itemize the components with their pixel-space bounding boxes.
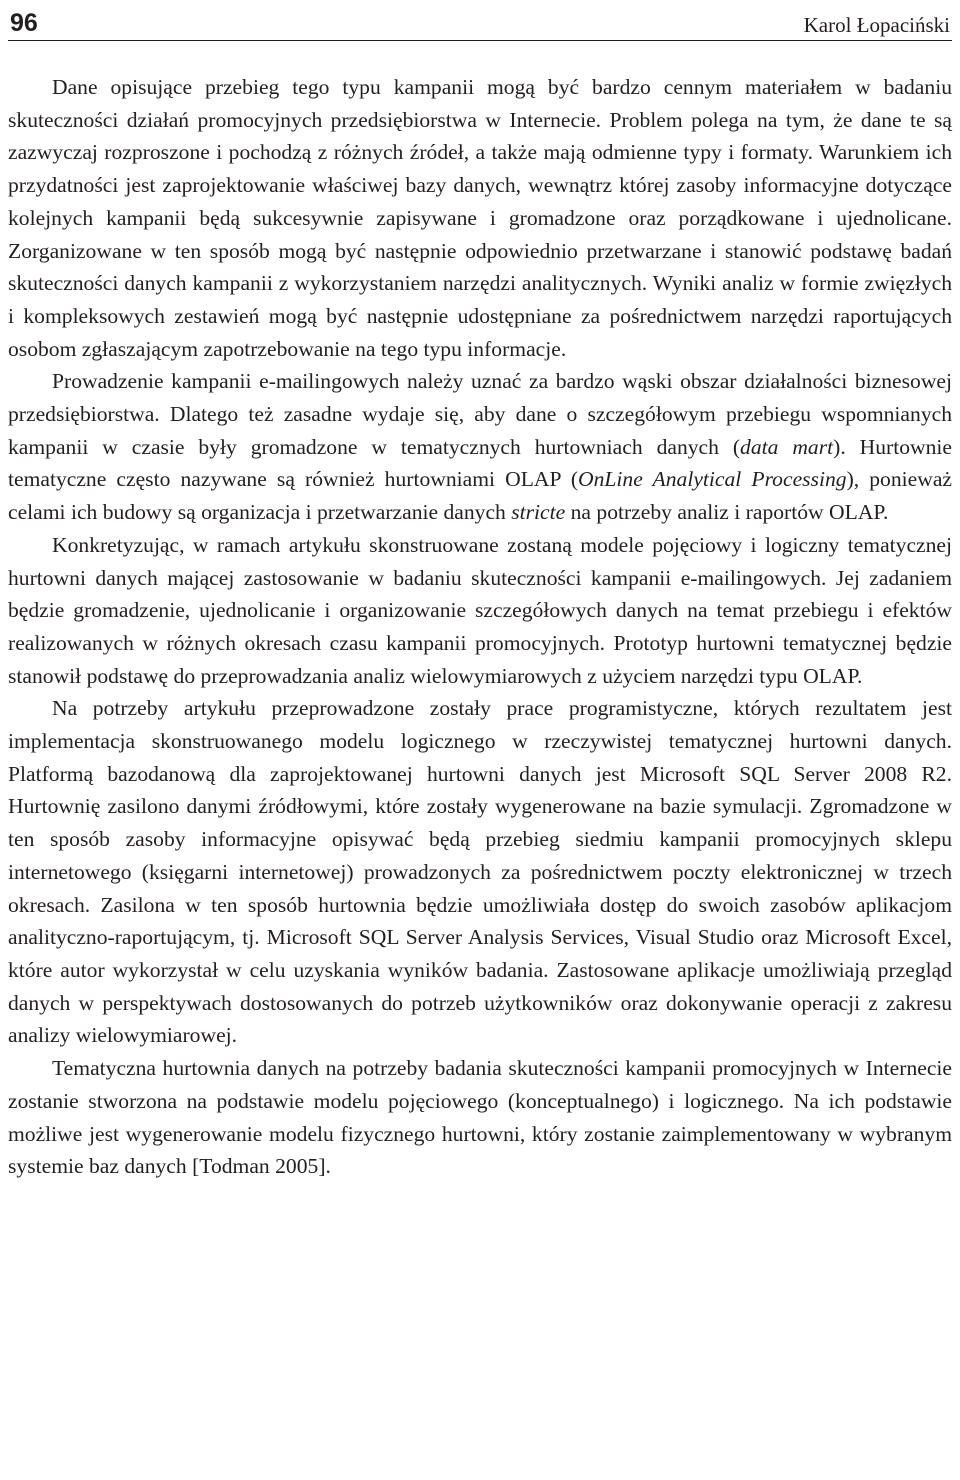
paragraph-text: Dane opisujące przebieg tego typu kampanii mogą być bardzo cennym materiałem w badaniu skuteczności działań promocyjnych przedsiębiorstwa w Internecie. Problem polega na tym, że dane te są zazwyczaj rozproszone i pochodzą z różnych źródeł, a także mają odmienne typy i formaty. Warunkiem ich przydatności jest zaprojektowanie właściwej bazy danych, wewnątrz której zasoby informacyjne dotyczące kolejnych kampanii będą sukcesywnie zapisywane i gromadzone oraz porządkowane i ujednolicane. Zorganizowane w ten sposób mogą być następnie odpowiednio przetwarzane i stanowić podstawę badań skuteczności danych kampanii z wykorzystaniem narzędzi analitycznych. Wyniki analiz w formie zwięzłych i kompleksowych zestawień mogą być następnie udostępniane za pośrednictwem narzędzi raportujących osobom zgłaszającym zapotrzebowanie na tego typu informacje. [8, 75, 952, 361]
page-header [8, 0, 952, 41]
body-text [8, 71, 952, 1183]
paragraph [8, 529, 952, 693]
page-number: 96 [10, 9, 38, 37]
paragraph [8, 1052, 952, 1183]
paragraph [8, 71, 952, 365]
paragraph [8, 365, 952, 529]
paragraph-text: ). Hurtownie tematyczne często nazywane są również hurtowniami OLAP ( [8, 434, 952, 492]
paragraph-text: Konkretyzując, w ramach artykułu skonstruowane zostaną modele pojęciowy i logiczny tematycznej hurtowni danych mającej zastosowanie w badaniu skuteczności kampanii e-mailingowych. Jej zadaniem będzie gromadzenie, ujednolicanie i organizowanie szczegółowych danych na temat przebiegu i efektów realizowanych w różnych okresach czasu kampanii promocyjnych. Prototyp hurtowni tematycznej będzie stanowił podstawę do przeprowadzania analiz wielowymiarowych z użyciem narzędzi typu OLAP. [8, 532, 952, 688]
paragraph-text: Na potrzeby artykułu przeprowadzone zostały prace programistyczne, których rezultatem jest implementacja skonstruowanego modelu logicznego w rzeczywistej tematycznej hurtowni danych. Platformą bazodanową dla zaprojektowanej hurtowni danych jest Microsoft SQL Server 2008 R2. Hurtownię zasilono danymi źródłowymi, które zostały wygenerowane na bazie symulacji. Zgromadzone w ten sposób zasoby informacyjne opisywać będą przebieg siedmiu kampanii promocyjnych sklepu internetowego (księgarni internetowej) prowadzonych za pośrednictwem poczty elektronicznej w trzech okresach. Zasilona w ten sposób hurtownia będzie umożliwiała dostęp do swoich zasobów aplikacjom analityczno-raportującym, tj. Microsoft SQL Server Analysis Services, Visual Studio oraz Microsoft Excel, które autor wykorzystał w celu uzyskania wyników badania. Zastosowane aplikacje umożliwiają przegląd danych w perspektywach dostosowanych do potrzeb użytkowników oraz dokonywanie operacji z zakresu analizy wielowymiarowej. [8, 696, 952, 1048]
italic-term: stricte [511, 500, 566, 525]
paragraph-text: ), ponieważ celami ich budowy są organizacja i przetwarzanie danych [8, 467, 953, 525]
paragraph-text: Tematyczna hurtownia danych na potrzeby badania skuteczności kampanii promocyjnych w Internecie zostanie stworzona na podstawie modelu pojęciowego (konceptualnego) i logicznego. Na ich podstawie możliwe jest wygenerowanie modelu fizycznego hurtowni, który zostanie zaimplementowany w wybranym systemie baz danych [Todman 2005]. [8, 1056, 952, 1179]
paragraph-text: na potrzeby analiz i raportów OLAP. [565, 500, 889, 525]
paragraph-text: Prowadzenie kampanii e-mailingowych należy uznać za bardzo wąski obszar działalności biznesowej przedsiębiorstwa. Dlatego też zasadne wydaje się, aby dane o szczegółowym przebiegu wspomnianych kampanii w czasie były gromadzone w tematycznych hurtowniach danych ( [8, 369, 952, 459]
running-head-author: Karol Łopaciński [803, 13, 950, 37]
italic-term: OnLine Analytical Processing [578, 467, 847, 492]
paragraph [8, 692, 952, 1052]
italic-term: data mart [740, 434, 834, 459]
